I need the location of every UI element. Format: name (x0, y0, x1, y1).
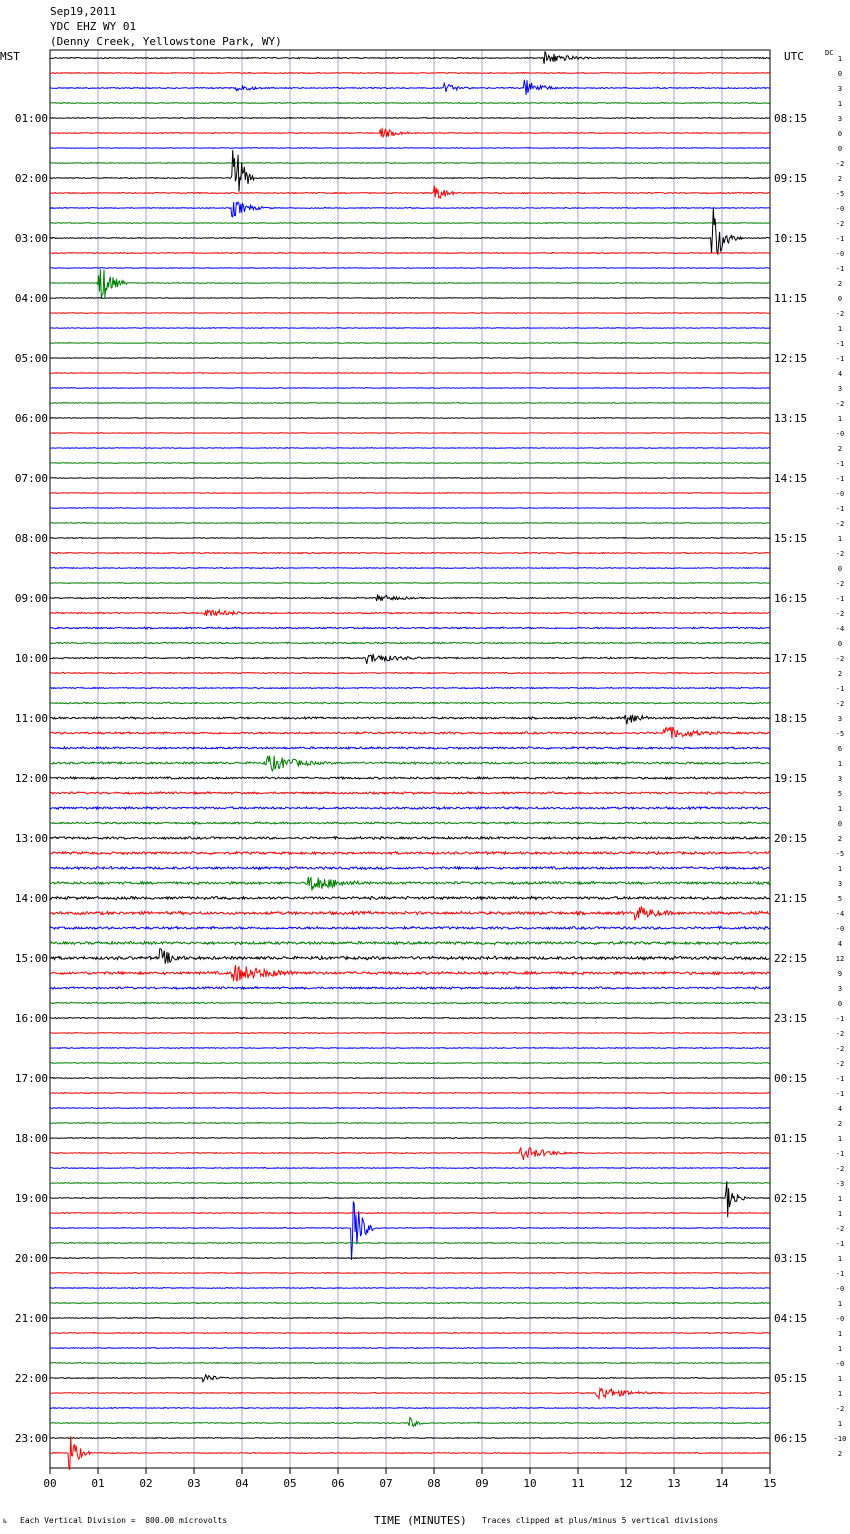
dc-value-label: 0 (837, 820, 843, 828)
trace-line (50, 907, 770, 920)
dc-value-label: 0 (837, 640, 843, 648)
dc-value-label: 1 (837, 415, 843, 423)
trace-line (50, 987, 770, 989)
dc-value-label: 1 (837, 535, 843, 543)
dc-value-label: -1 (835, 505, 845, 513)
mst-hour-label: 15:00 (14, 952, 48, 965)
trace-line (50, 313, 770, 314)
dc-value-label: 3 (837, 985, 843, 993)
trace-line (50, 654, 770, 664)
trace-line (50, 403, 770, 404)
dc-value-label: 3 (837, 115, 843, 123)
trace-line (50, 253, 770, 254)
trace-line (50, 965, 770, 981)
trace-line (50, 1333, 770, 1334)
dc-value-label: -0 (835, 1360, 845, 1368)
dc-value-label: -0 (835, 430, 845, 438)
x-tick-label: 13 (667, 1477, 681, 1490)
trace-line (50, 807, 770, 810)
dc-value-label: -0 (835, 1285, 845, 1293)
mst-hour-label: 13:00 (14, 832, 48, 845)
mst-hour-label: 23:00 (14, 1432, 48, 1445)
dc-value-label: 1 (837, 805, 843, 813)
header-date: Sep19,2011 (50, 5, 117, 18)
trace-line (50, 373, 770, 374)
trace-line (50, 1317, 770, 1318)
dc-value-label: -2 (835, 220, 845, 228)
trace-line (50, 388, 770, 389)
utc-hour-label: 04:15 (774, 1312, 808, 1325)
x-tick-label: 14 (715, 1477, 729, 1490)
mst-hour-label: 18:00 (14, 1132, 48, 1145)
dc-value-label: 2 (837, 670, 843, 678)
dc-value-label: -2 (835, 400, 845, 408)
mst-hour-label: 19:00 (14, 1192, 48, 1205)
x-tick-label: 01 (91, 1477, 105, 1490)
footer-logo-mark: ‰ (3, 1518, 7, 1525)
mst-hour-label: 12:00 (14, 772, 48, 785)
mst-hour-label: 21:00 (14, 1312, 48, 1325)
trace-line (50, 822, 770, 824)
x-tick-label: 05 (283, 1477, 297, 1490)
trace-line (50, 756, 770, 771)
trace-line (50, 941, 770, 944)
dc-value-label: -10 (833, 1435, 847, 1443)
trace-line (50, 148, 770, 149)
trace-line (50, 1243, 770, 1244)
trace-line (50, 208, 770, 255)
mst-hour-label: 05:00 (14, 352, 48, 365)
trace-line (50, 949, 770, 964)
x-tick-label: 07 (379, 1477, 393, 1490)
trace-line (50, 433, 770, 434)
x-tick-label: 10 (523, 1477, 537, 1490)
trace-line (50, 1063, 770, 1064)
trace-line (50, 1108, 770, 1109)
trace-line (50, 80, 770, 95)
trace-line (50, 1348, 770, 1349)
utc-hour-label: 06:15 (774, 1432, 808, 1445)
x-tick-label: 06 (331, 1477, 345, 1490)
dc-value-label: 1 (837, 1195, 843, 1203)
dc-value-label: 1 (837, 1135, 843, 1143)
utc-hour-label: 20:15 (774, 832, 808, 845)
trace-line (50, 298, 770, 299)
trace-line (50, 837, 770, 840)
trace-line (50, 583, 770, 584)
dc-value-label: 1 (837, 1375, 843, 1383)
dc-value-label: 0 (837, 1000, 843, 1008)
trace-line (50, 610, 770, 616)
mst-hour-label: 08:00 (14, 532, 48, 545)
x-tick-label: 15 (763, 1477, 777, 1490)
x-tick-label: 00 (43, 1477, 57, 1490)
mst-hour-label: 16:00 (14, 1012, 48, 1025)
mst-axis-title: MST (0, 50, 20, 63)
trace-line (50, 777, 770, 779)
dc-value-label: -3 (835, 1180, 845, 1188)
plot-frame (50, 50, 770, 1468)
dc-value-label: -1 (835, 1150, 845, 1158)
dc-value-label: 3 (837, 385, 843, 393)
trace-line (50, 223, 770, 224)
utc-hour-label: 05:15 (774, 1372, 808, 1385)
dc-value-label: 1 (837, 760, 843, 768)
trace-line (50, 537, 770, 538)
utc-hour-label: 23:15 (774, 1012, 808, 1025)
utc-hour-label: 11:15 (774, 292, 808, 305)
dc-value-label: -2 (835, 610, 845, 618)
dc-value-label: 1 (837, 1300, 843, 1308)
dc-value-label: -0 (835, 490, 845, 498)
utc-hour-label: 21:15 (774, 892, 808, 905)
dc-value-label: -2 (835, 310, 845, 318)
trace-line (50, 1048, 770, 1049)
trace-line (50, 1183, 770, 1184)
trace-line (50, 1122, 770, 1123)
mst-hour-label: 14:00 (14, 892, 48, 905)
dc-value-label: 2 (837, 175, 843, 183)
trace-line (50, 358, 770, 359)
trace-line (50, 1408, 770, 1409)
dc-value-label: 0 (837, 295, 843, 303)
dc-value-label: -2 (835, 655, 845, 663)
x-axis-title: TIME (MINUTES) (374, 1514, 467, 1527)
trace-line (50, 418, 770, 419)
trace-line (50, 1438, 770, 1439)
trace-line (50, 493, 770, 494)
trace-line (50, 73, 770, 74)
dc-value-label: 2 (837, 1450, 843, 1458)
dc-value-label: -2 (835, 1060, 845, 1068)
trace-line (50, 1436, 770, 1470)
trace-line (50, 727, 770, 739)
trace-line (50, 896, 770, 899)
utc-hour-label: 10:15 (774, 232, 808, 245)
utc-axis-title: UTC (784, 50, 804, 63)
dc-value-label: 9 (837, 970, 843, 978)
utc-hour-label: 02:15 (774, 1192, 808, 1205)
utc-hour-label: 14:15 (774, 472, 808, 485)
dc-value-label: -2 (835, 1405, 845, 1413)
dc-value-label: -5 (835, 190, 845, 198)
trace-line (50, 463, 770, 464)
mst-hour-label: 07:00 (14, 472, 48, 485)
dc-value-label: -1 (835, 1090, 845, 1098)
dc-value-label: -1 (835, 1075, 845, 1083)
trace-line (50, 1258, 770, 1259)
utc-hour-label: 19:15 (774, 772, 808, 785)
utc-hour-label: 00:15 (774, 1072, 808, 1085)
trace-line (50, 202, 770, 217)
trace-line (50, 1375, 770, 1382)
dc-value-label: 0 (837, 70, 843, 78)
dc-value-label: 4 (837, 940, 843, 948)
trace-line (50, 1002, 770, 1004)
dc-value-label: 6 (837, 745, 843, 753)
dc-value-label: 2 (837, 445, 843, 453)
trace-line (50, 1288, 770, 1289)
header-station: YDC EHZ WY 01 (50, 20, 137, 33)
trace-line (50, 1389, 770, 1399)
dc-value-label: 4 (837, 370, 843, 378)
trace-line (50, 1418, 770, 1427)
dc-value-label: 1 (837, 1345, 843, 1353)
trace-line (50, 1202, 770, 1260)
mst-hour-label: 03:00 (14, 232, 48, 245)
trace-line (50, 51, 770, 64)
dc-value-label: 3 (837, 880, 843, 888)
dc-value-label: 1 (837, 1210, 843, 1218)
dc-value-label: -1 (835, 475, 845, 483)
trace-line (50, 1138, 770, 1139)
dc-value-label: -1 (835, 685, 845, 693)
dc-value-label: 5 (837, 790, 843, 798)
mst-hour-label: 22:00 (14, 1372, 48, 1385)
dc-value-label: -2 (835, 1225, 845, 1233)
trace-line (50, 163, 770, 164)
x-tick-label: 09 (475, 1477, 489, 1490)
trace-line (50, 927, 770, 930)
dc-value-label: 4 (837, 1105, 843, 1113)
dc-value-label: 1 (837, 325, 843, 333)
trace-line (50, 186, 770, 198)
trace-line (50, 523, 770, 524)
dc-value-label: -0 (835, 1315, 845, 1323)
mst-hour-label: 01:00 (14, 112, 48, 125)
trace-line (50, 328, 770, 329)
dc-value-label: 1 (837, 1420, 843, 1428)
trace-line (50, 594, 770, 601)
dc-value-label: -4 (835, 625, 845, 633)
mst-hour-label: 11:00 (14, 712, 48, 725)
utc-hour-label: 17:15 (774, 652, 808, 665)
dc-value-label: 5 (837, 895, 843, 903)
dc-value-label: -1 (835, 235, 845, 243)
dc-value-label: 1 (837, 55, 843, 63)
dc-value-label: -1 (835, 460, 845, 468)
trace-line (50, 150, 770, 192)
trace-line (50, 672, 770, 673)
trace-line (50, 877, 770, 891)
trace-line (50, 1168, 770, 1169)
utc-hour-label: 18:15 (774, 712, 808, 725)
trace-line (50, 1017, 770, 1018)
trace-line (50, 627, 770, 629)
trace-line (50, 867, 770, 870)
mst-hour-label: 10:00 (14, 652, 48, 665)
utc-hour-label: 12:15 (774, 352, 808, 365)
dc-value-label: -1 (835, 355, 845, 363)
dc-value-label: -2 (835, 1030, 845, 1038)
dc-value-label: -4 (835, 910, 845, 918)
mst-hour-label: 02:00 (14, 172, 48, 185)
utc-hour-label: 08:15 (774, 112, 808, 125)
dc-value-label: -2 (835, 160, 845, 168)
trace-line (50, 118, 770, 119)
dc-value-label: 3 (837, 775, 843, 783)
trace-line (50, 448, 770, 449)
trace-line (50, 1093, 770, 1094)
trace-line (50, 747, 770, 749)
x-tick-label: 11 (571, 1477, 585, 1490)
dc-value-label: 12 (835, 955, 845, 963)
trace-line (50, 268, 770, 269)
scale-note: Each Vertical Division = 800.00 microvolts (20, 1516, 228, 1525)
dc-value-label: 1 (837, 1255, 843, 1263)
dc-value-label: 3 (837, 85, 843, 93)
trace-line (50, 1363, 770, 1364)
dc-value-label: -2 (835, 520, 845, 528)
dc-value-label: -5 (835, 850, 845, 858)
utc-hour-label: 13:15 (774, 412, 808, 425)
trace-line (50, 715, 770, 725)
trace-line (50, 128, 770, 137)
dc-value-label: -0 (835, 925, 845, 933)
x-tick-label: 03 (187, 1477, 201, 1490)
dc-value-label: 2 (837, 280, 843, 288)
trace-line (50, 1078, 770, 1079)
trace-line (50, 478, 770, 479)
trace-line (50, 1213, 770, 1214)
dc-value-label: 0 (837, 145, 843, 153)
trace-line (50, 103, 770, 104)
x-tick-label: 04 (235, 1477, 249, 1490)
trace-line (50, 642, 770, 644)
dc-value-label: -1 (835, 595, 845, 603)
trace-line (50, 702, 770, 704)
dc-value-label: 1 (837, 865, 843, 873)
dc-value-label: 1 (837, 1330, 843, 1338)
header-location: (Denny Creek, Yellowstone Park, WY) (50, 35, 282, 48)
dc-column-title: DC (825, 49, 834, 57)
utc-hour-label: 09:15 (774, 172, 808, 185)
x-tick-label: 12 (619, 1477, 633, 1490)
dc-value-label: 2 (837, 1120, 843, 1128)
dc-value-label: -1 (835, 1270, 845, 1278)
x-tick-label: 08 (427, 1477, 441, 1490)
mst-hour-label: 09:00 (14, 592, 48, 605)
dc-value-label: -2 (835, 700, 845, 708)
x-tick-label: 02 (139, 1477, 153, 1490)
mst-hour-label: 06:00 (14, 412, 48, 425)
trace-line (50, 1181, 770, 1217)
dc-value-label: -1 (835, 1015, 845, 1023)
dc-value-label: 0 (837, 130, 843, 138)
trace-line (50, 1273, 770, 1274)
dc-value-label: -1 (835, 340, 845, 348)
utc-hour-label: 03:15 (774, 1252, 808, 1265)
trace-line (50, 792, 770, 794)
utc-hour-label: 16:15 (774, 592, 808, 605)
trace-line (50, 1032, 770, 1033)
mst-hour-label: 04:00 (14, 292, 48, 305)
trace-line (50, 269, 770, 299)
dc-value-label: -5 (835, 730, 845, 738)
dc-value-label: 3 (837, 715, 843, 723)
trace-line (50, 687, 770, 688)
dc-value-label: 1 (837, 1390, 843, 1398)
trace-line (50, 568, 770, 569)
dc-value-label: -2 (835, 1045, 845, 1053)
dc-value-label: -1 (835, 1240, 845, 1248)
dc-value-label: -1 (835, 265, 845, 273)
dc-value-label: -2 (835, 550, 845, 558)
trace-line (50, 343, 770, 344)
utc-hour-label: 01:15 (774, 1132, 808, 1145)
dc-value-label: -0 (835, 205, 845, 213)
trace-line (50, 508, 770, 509)
dc-value-label: 2 (837, 835, 843, 843)
dc-value-label: 1 (837, 100, 843, 108)
mst-hour-label: 17:00 (14, 1072, 48, 1085)
dc-value-label: -2 (835, 1165, 845, 1173)
dc-value-label: -0 (835, 250, 845, 258)
utc-hour-label: 22:15 (774, 952, 808, 965)
utc-hour-label: 15:15 (774, 532, 808, 545)
trace-line (50, 552, 770, 553)
trace-line (50, 1303, 770, 1304)
mst-hour-label: 20:00 (14, 1252, 48, 1265)
dc-value-label: 0 (837, 565, 843, 573)
dc-value-label: -2 (835, 580, 845, 588)
clip-note: Traces clipped at plus/minus 5 vertical divisions (482, 1516, 719, 1525)
trace-line (50, 852, 770, 855)
trace-line (50, 1148, 770, 1160)
